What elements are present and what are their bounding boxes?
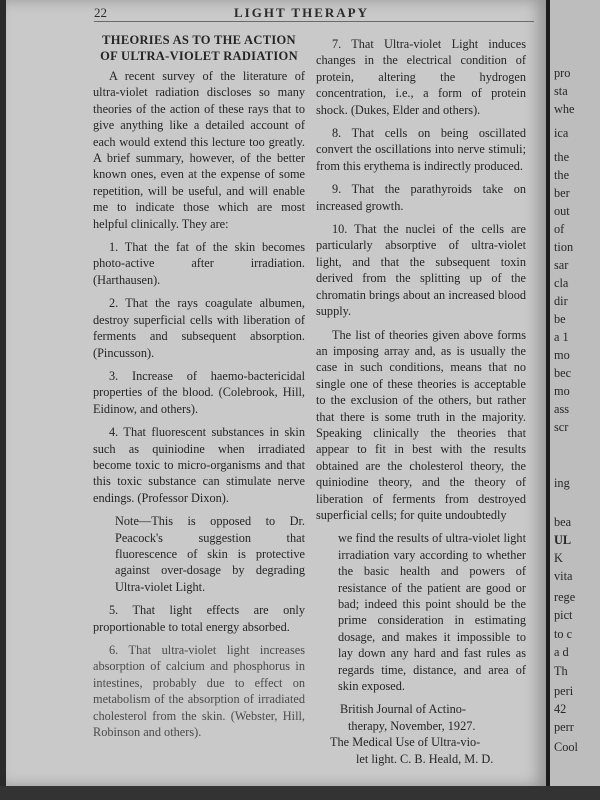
source-citation: [316, 701, 526, 767]
right-page-fragment: Cool: [554, 740, 578, 754]
theory-10: 10. That the nuclei of the cells are particularly absorptive of ultra-violet light, and that the subsequent toxin derived from the splitting up of the chromatin brings about an increased blood supply.: [316, 222, 526, 319]
right-page-fragment: vita: [554, 569, 573, 583]
theory-5: 5. That light effects are only proportionable to total energy absorbed.: [93, 603, 305, 634]
right-page-fragment: K: [554, 551, 563, 565]
page-header: [94, 5, 534, 19]
theory-1: 1. That the fat of the skin becomes photo-active after irradiation. (Harthausen).: [93, 240, 305, 287]
right-page-fragment: the: [554, 150, 570, 164]
right-page-fragment: of: [554, 222, 565, 236]
right-page-fragment: ber: [554, 186, 570, 200]
theory-8: 8. That cells on being oscillated convert the oscillations into nerve stimuli; from this erythema is indirectly produced.: [316, 126, 526, 173]
conclusion-paragraph: The list of theories given above forms an imposing array and, as is usually the case in such conditions, means that no single one of these theories is acceptable to the exclusion of the others, but rather that there is some truth in the majority. Speaking clinically the theories that appear to fit in best with the results obtained are the cholesterol theory, the quiniodine theory, and the theory of liberation of ferments from destroyed superficial cells; for quite undoubtedly: [316, 327, 526, 522]
source-line-4: let light. C. B. Heald, M. D.: [356, 751, 494, 766]
source-line-1: British Journal of Actino-: [340, 702, 467, 717]
right-page-fragment: UL: [554, 533, 572, 547]
note-paragraph: Note—This is opposed to Dr. Peacock's suggestion that fluorescence of skin is protective against over-dosage by degrading Ultra-violet Light.: [115, 514, 305, 594]
right-page-fragment: whe: [554, 102, 575, 116]
theory-9: 9. That the parathyroids take on increased growth.: [316, 182, 526, 213]
title-line-1: THEORIES AS TO THE ACTION: [102, 33, 296, 47]
right-page-fragment: bea: [554, 515, 572, 529]
right-page-fragment: pict: [554, 608, 573, 622]
column-right: [316, 36, 526, 767]
right-page-fragment: be: [554, 312, 566, 326]
right-page-fragment: bec: [554, 366, 572, 380]
right-page-fragment: the: [554, 168, 570, 182]
source-line-2: therapy, November, 1927.: [348, 718, 476, 733]
theory-4: 4. That fluorescent substances in skin such as quiniodine when irradiated become toxic to micro-organisms and that this toxic substance can stimulate nerve endings. (Professor Dixon).: [93, 425, 305, 505]
bottom-edge: [0, 786, 600, 800]
theory-2: 2. That the rays coagulate albumen, destroy superficial cells with liberation of ferments and subsequent absorption. (Pincusson).: [93, 296, 305, 360]
title-line-2: OF ULTRA-VIOLET RADIATION: [100, 49, 298, 63]
right-page-fragment: a d: [554, 645, 569, 659]
column-left: [93, 32, 305, 747]
right-page-fragment: Th: [554, 664, 568, 678]
right-page-fragment: rege: [554, 590, 576, 604]
page-number: 22: [94, 5, 107, 20]
right-page-fragment: out: [554, 204, 570, 218]
right-page-fragment: ica: [554, 126, 569, 140]
conclusion-continued: we find the results of ultra-violet light irradiation vary according to whether the basic health and powers of resistance of the patient are good or bad; indeed this point should be the prime consideration in estimating dosage, and makes it impossible to lay down any hard and fast rules as regards time, distance, and area of skin exposed.: [338, 531, 526, 694]
right-page-fragment: sta: [554, 84, 568, 98]
right-page-fragment: ing: [554, 476, 570, 490]
right-page-fragment: 42: [554, 702, 567, 716]
theory-3: 3. Increase of haemo-bactericidal properties of the blood. (Colebrook, Hill, Eidinow, and others).: [93, 368, 305, 416]
source-line-3: The Medical Use of Ultra-vio-: [330, 735, 481, 750]
book-page-left: [6, 0, 546, 786]
book-page-right-edge: [550, 0, 600, 800]
running-head: LIGHT THERAPY: [234, 5, 369, 20]
article-title: [93, 32, 305, 64]
right-page-fragment: mo: [554, 384, 570, 398]
theory-7: 7. That Ultra-violet Light induces changes in the electrical condition of protein, altering the hydrogen concentration, i.e., a form of protein shock. (Dukes, Elder and others).: [316, 37, 526, 117]
right-page-fragment: pro: [554, 66, 571, 80]
intro-paragraph: A recent survey of the literature of ultra-violet radiation discloses so many theories of the action of these rays that to give anything like a detailed account of each would extend this lecture too greatly. A brief summary, however, of the better known ones, even at the expense of some repetition, will be useful, and will enable me to indicate those which are most helpful clinically. They are:: [93, 69, 305, 231]
header-rule: [94, 21, 534, 22]
right-page-fragment: ass: [554, 402, 570, 416]
right-page-fragment: a 1: [554, 330, 569, 344]
theory-6: 6. That ultra-violet light increases absorption of calcium and phosphorus in intestines, probably due to effect on metabolism of the absorption of irradiated cholesterol from the skin. (Webster, Hill, Robinson and others).: [93, 643, 305, 740]
right-page-fragment: sar: [554, 258, 569, 272]
right-page-fragment: mo: [554, 348, 570, 362]
right-page-fragment: scr: [554, 420, 569, 434]
right-page-fragment: tion: [554, 240, 574, 254]
right-page-fragment: perr: [554, 720, 574, 734]
right-page-fragment: cla: [554, 276, 569, 290]
right-page-fragment: to c: [554, 627, 573, 641]
right-page-fragment: dir: [554, 294, 568, 308]
right-page-fragment: peri: [554, 684, 574, 698]
